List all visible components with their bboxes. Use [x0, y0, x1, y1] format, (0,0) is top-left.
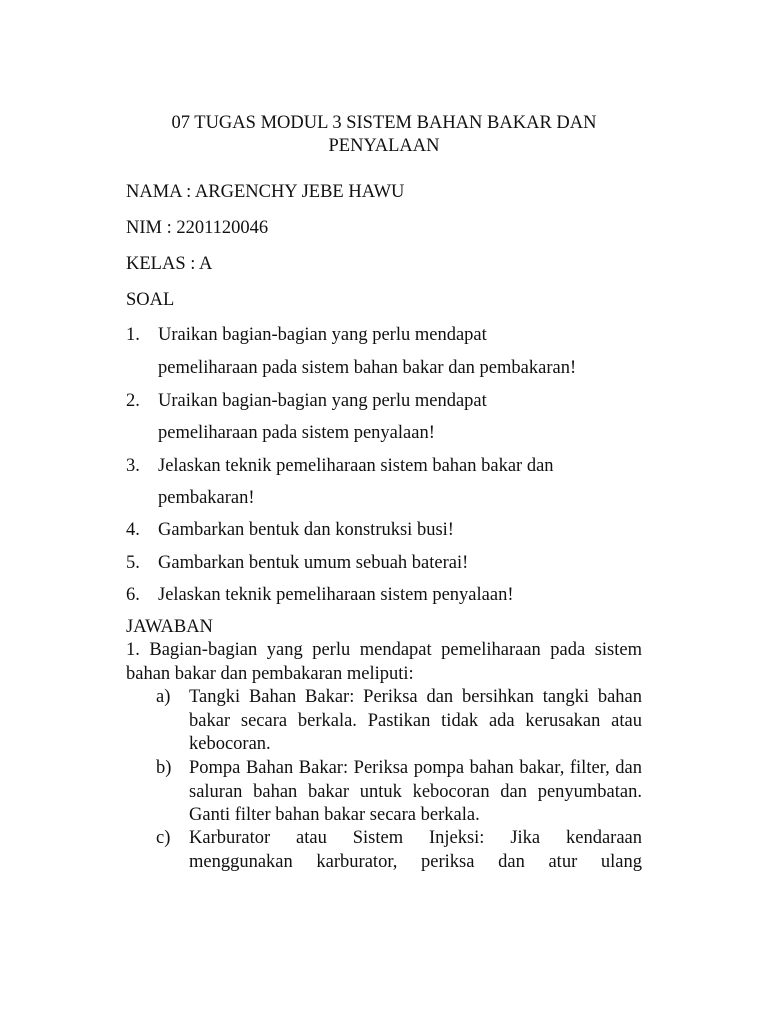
- question-text: pemeliharaan pada sistem bahan bakar dan pembakaran!: [158, 358, 577, 378]
- answer-item-text: Karburator atau Sistem Injeksi: Jika kendaraan menggunakan karburator, periksa dan atur ulang: [189, 828, 642, 872]
- student-class: KELAS : A: [126, 254, 213, 274]
- question-text: Gambarkan bentuk dan konstruksi busi!: [158, 520, 454, 540]
- question-text: Jelaskan teknik pemeliharaan sistem bahan bakar dan: [158, 456, 554, 476]
- student-name: NAMA : ARGENCHY JEBE HAWU: [126, 182, 405, 202]
- jawaban-heading: JAWABAN: [126, 617, 213, 637]
- answer-intro: 1. Bagian-bagian yang perlu mendapat pemeliharaan pada sistem bahan bakar dan pembakaran meliputi:: [126, 640, 642, 684]
- soal-heading: SOAL: [126, 290, 175, 310]
- student-nim: NIM : 2201120046: [126, 218, 269, 238]
- answer-item-text: Tangki Bahan Bakar: Periksa dan bersihkan tangki bahan bakar secara berkala. Pastikan tidak ada kerusakan atau kebocoran.: [189, 687, 642, 754]
- question-number: 4.: [126, 520, 140, 540]
- question-number: 3.: [126, 456, 140, 476]
- answer-item-letter: a): [156, 687, 171, 707]
- answer-item-text: Pompa Bahan Bakar: Periksa pompa bahan bakar, filter, dan saluran bahan bakar untuk kebocoran dan penyumbatan. Ganti filter bahan bakar secara berkala.: [189, 758, 642, 825]
- question-number: 1.: [126, 325, 140, 345]
- question-number: 5.: [126, 553, 140, 573]
- question-text: Uraikan bagian-bagian yang perlu mendapat: [158, 391, 487, 411]
- answer-item-letter: c): [156, 828, 171, 848]
- answer-item-letter: b): [156, 758, 172, 778]
- question-text: Uraikan bagian-bagian yang perlu mendapat: [158, 325, 487, 345]
- question-text: pemeliharaan pada sistem penyalaan!: [158, 423, 435, 443]
- question-text: Jelaskan teknik pemeliharaan sistem penyalaan!: [158, 585, 514, 605]
- question-text: pembakaran!: [158, 488, 255, 508]
- question-number: 6.: [126, 585, 140, 605]
- question-number: 2.: [126, 391, 140, 411]
- question-text: Gambarkan bentuk umum sebuah baterai!: [158, 553, 469, 573]
- document-title: 07 TUGAS MODUL 3 SISTEM BAHAN BAKAR DAN PENYALAAN: [171, 113, 597, 156]
